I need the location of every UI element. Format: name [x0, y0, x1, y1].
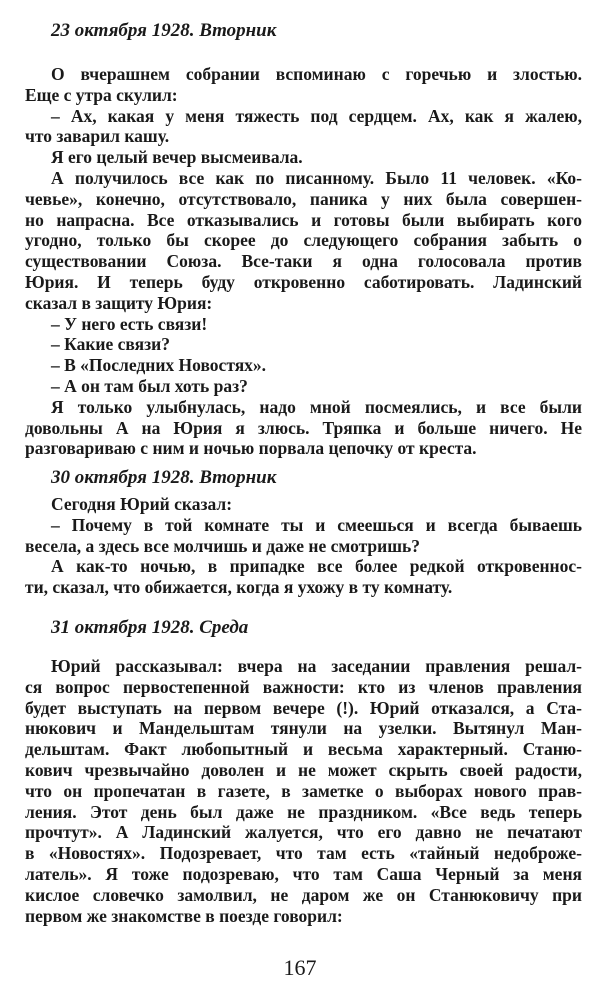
text-line: – У него есть связи! — [51, 313, 208, 334]
entry-date-heading: 31 октября 1928. Среда — [51, 617, 249, 638]
text-line: довольны А на Юрия я злюсь. Тряпка и больше ничего. Не — [25, 417, 582, 438]
text-line: ления. Этот день был даже не праздником. «Все ведь теперь — [25, 801, 582, 822]
text-line: что он пропечатан в газете, в заметке о выборах нового прав- — [25, 780, 582, 801]
text-line: Я его целый вечер высмеивала. — [51, 147, 303, 168]
text-line: угодно, только бы скорее до следующего собрания забыть о — [25, 230, 582, 251]
text-line: кислое словечко замолвил, не даром же он Станюковичу при — [25, 884, 582, 905]
text-line: А как-то ночью, в припадке все более редкой откровеннос- — [51, 556, 582, 577]
page-number: 167 — [283, 955, 317, 980]
text-line: в «Новостях». Подозревает, что там есть «тайный недоброже- — [25, 843, 582, 864]
text-line: Еще с утра скулил: — [25, 84, 178, 105]
text-line: – Какие связи? — [51, 334, 170, 355]
text-line: чевье», конечно, отсутствовало, паника у них была совершен- — [25, 188, 582, 209]
text-line: разговариваю с ним и ночью порвала цепочку от креста. — [25, 438, 477, 459]
text-line: латель». Я тоже подозреваю, что там Саша Черный за меня — [25, 863, 582, 884]
text-line: существовании Союза. Все-таки я одна голосовала против — [25, 251, 582, 272]
text-line: сказал в защиту Юрия: — [25, 292, 213, 313]
text-line: Я только улыбнулась, надо мной посмеялись, и все были — [51, 396, 582, 417]
text-line: будет выступать на первом вечере (!). Юрий отказался, а Ста- — [25, 697, 582, 718]
text-line: ти, сказал, что обижается, когда я ухожу в ту комнату. — [25, 577, 453, 598]
text-line: О вчерашнем собрании вспоминаю с горечью и злостью. — [51, 64, 582, 84]
text-line: прочтут». А Ладинский жалуется, что его давно не печатают — [25, 822, 582, 843]
text-line: дельштам. Факт любопытный и весьма характерный. Станю- — [25, 739, 582, 760]
text-line: что заварил кашу. — [25, 126, 170, 147]
text-line: кович чрезвычайно доволен и не может скрыть своей радости, — [25, 759, 582, 780]
text-line: нюкович и Мандельштам тянули на узелки. Вытянул Ман- — [25, 718, 582, 739]
entry-text — [25, 656, 582, 926]
text-line: – Почему в той комнате ты и смеешься и всегда бываешь — [51, 514, 582, 535]
entry-date-heading: 30 октября 1928. Вторник — [51, 467, 277, 488]
text-line: Юрия. И теперь буду откровенно саботировать. Ладинский — [25, 271, 582, 292]
text-line: Сегодня Юрий сказал: — [51, 494, 233, 514]
text-line: Юрий рассказывал: вчера на заседании правления решал- — [51, 656, 582, 676]
text-line: – А он там был хоть раз? — [51, 375, 248, 396]
text-line: А получилось все как по писанному. Было 11 человек. «Ко- — [51, 167, 582, 188]
entry-text — [25, 64, 582, 459]
text-line: весела, а здесь все молчишь и даже не смотришь? — [25, 535, 421, 556]
text-line: но напрасна. Все отказывались и готовы были выбирать кого — [25, 209, 582, 230]
text-line: – В «Последних Новостях». — [51, 355, 267, 376]
book-page — [25, 0, 582, 1002]
entry-text — [25, 494, 582, 598]
text-line: ся вопрос первостепенной важности: кто из членов правления — [25, 676, 582, 697]
text-line: – Ах, какая у меня тяжесть под сердцем. Ах, как я жалею, — [51, 105, 582, 126]
text-line: первом же знакомстве в поезде говорил: — [25, 905, 343, 926]
entry-date-heading: 23 октября 1928. Вторник — [51, 20, 277, 41]
